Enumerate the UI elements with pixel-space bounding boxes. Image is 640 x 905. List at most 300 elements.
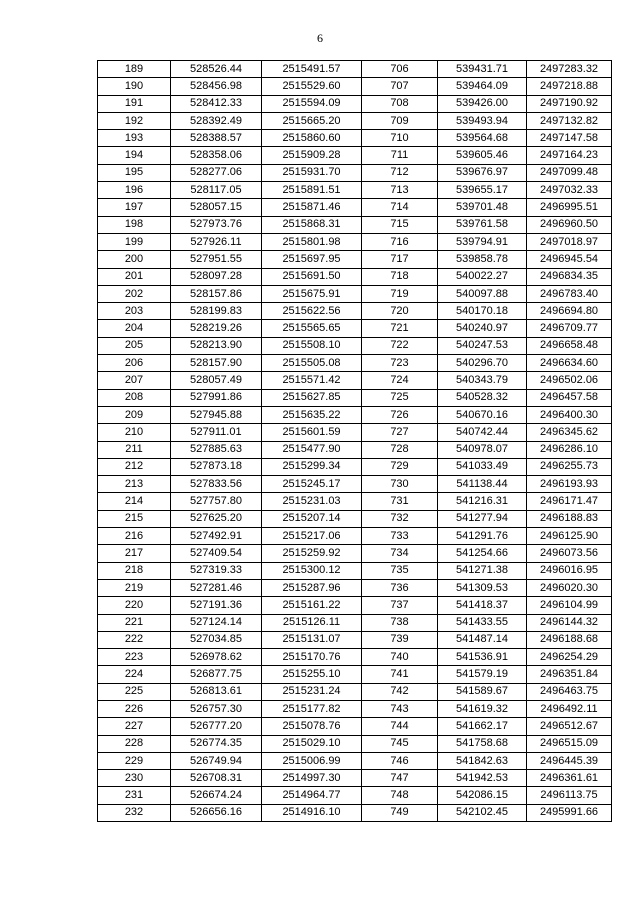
point-number-right: 728 bbox=[362, 441, 438, 458]
point-number-left: 225 bbox=[98, 683, 171, 700]
point-number-left: 207 bbox=[98, 372, 171, 389]
x-coordinate-right: 540296.70 bbox=[438, 355, 527, 372]
y-coordinate-left: 2515505.08 bbox=[262, 355, 362, 372]
x-coordinate-right: 539676.97 bbox=[438, 164, 527, 181]
y-coordinate-left: 2515207.14 bbox=[262, 510, 362, 527]
y-coordinate-left: 2514997.30 bbox=[262, 770, 362, 787]
table-row bbox=[98, 683, 612, 700]
point-number-left: 231 bbox=[98, 787, 171, 804]
x-coordinate-right: 539761.58 bbox=[438, 216, 527, 233]
x-coordinate-left: 528412.33 bbox=[171, 95, 262, 112]
x-coordinate-right: 539858.78 bbox=[438, 251, 527, 268]
y-coordinate-right: 2496502.06 bbox=[527, 372, 612, 389]
point-number-right: 730 bbox=[362, 476, 438, 493]
point-number-right: 739 bbox=[362, 631, 438, 648]
y-coordinate-left: 2515594.09 bbox=[262, 95, 362, 112]
y-coordinate-left: 2515029.10 bbox=[262, 735, 362, 752]
point-number-left: 229 bbox=[98, 752, 171, 769]
x-coordinate-left: 528157.86 bbox=[171, 285, 262, 302]
y-coordinate-left: 2515601.59 bbox=[262, 424, 362, 441]
point-number-right: 731 bbox=[362, 493, 438, 510]
y-coordinate-right: 2496351.84 bbox=[527, 666, 612, 683]
x-coordinate-left: 527926.11 bbox=[171, 233, 262, 250]
y-coordinate-left: 2515006.99 bbox=[262, 752, 362, 769]
point-number-right: 743 bbox=[362, 700, 438, 717]
x-coordinate-left: 528388.57 bbox=[171, 130, 262, 147]
point-number-left: 191 bbox=[98, 95, 171, 112]
point-number-left: 212 bbox=[98, 458, 171, 475]
point-number-right: 706 bbox=[362, 61, 438, 78]
x-coordinate-left: 527911.01 bbox=[171, 424, 262, 441]
x-coordinate-right: 541309.53 bbox=[438, 579, 527, 596]
x-coordinate-right: 541579.19 bbox=[438, 666, 527, 683]
table-row bbox=[98, 597, 612, 614]
y-coordinate-left: 2515170.76 bbox=[262, 649, 362, 666]
x-coordinate-right: 539605.46 bbox=[438, 147, 527, 164]
x-coordinate-right: 541619.32 bbox=[438, 700, 527, 717]
x-coordinate-right: 541216.31 bbox=[438, 493, 527, 510]
y-coordinate-right: 2496445.39 bbox=[527, 752, 612, 769]
y-coordinate-left: 2515571.42 bbox=[262, 372, 362, 389]
table-row bbox=[98, 614, 612, 631]
point-number-left: 228 bbox=[98, 735, 171, 752]
y-coordinate-right: 2496709.77 bbox=[527, 320, 612, 337]
x-coordinate-right: 541033.49 bbox=[438, 458, 527, 475]
x-coordinate-left: 527973.76 bbox=[171, 216, 262, 233]
y-coordinate-right: 2496193.93 bbox=[527, 476, 612, 493]
y-coordinate-right: 2496016.95 bbox=[527, 562, 612, 579]
point-number-left: 222 bbox=[98, 631, 171, 648]
y-coordinate-left: 2515131.07 bbox=[262, 631, 362, 648]
table-row bbox=[98, 389, 612, 406]
point-number-right: 721 bbox=[362, 320, 438, 337]
point-number-left: 190 bbox=[98, 78, 171, 95]
y-coordinate-right: 2496255.73 bbox=[527, 458, 612, 475]
point-number-left: 203 bbox=[98, 303, 171, 320]
point-number-left: 211 bbox=[98, 441, 171, 458]
y-coordinate-right: 2496658.48 bbox=[527, 337, 612, 354]
y-coordinate-right: 2496171.47 bbox=[527, 493, 612, 510]
x-coordinate-left: 526813.61 bbox=[171, 683, 262, 700]
point-number-right: 741 bbox=[362, 666, 438, 683]
x-coordinate-left: 527625.20 bbox=[171, 510, 262, 527]
point-number-right: 727 bbox=[362, 424, 438, 441]
x-coordinate-left: 527492.91 bbox=[171, 528, 262, 545]
point-number-left: 227 bbox=[98, 718, 171, 735]
y-coordinate-right: 2496492.11 bbox=[527, 700, 612, 717]
y-coordinate-right: 2497099.48 bbox=[527, 164, 612, 181]
point-number-right: 720 bbox=[362, 303, 438, 320]
point-number-right: 747 bbox=[362, 770, 438, 787]
point-number-left: 205 bbox=[98, 337, 171, 354]
y-coordinate-right: 2497190.92 bbox=[527, 95, 612, 112]
x-coordinate-left: 526777.20 bbox=[171, 718, 262, 735]
y-coordinate-right: 2496512.67 bbox=[527, 718, 612, 735]
table-row bbox=[98, 666, 612, 683]
y-coordinate-right: 2496457.58 bbox=[527, 389, 612, 406]
point-number-right: 714 bbox=[362, 199, 438, 216]
x-coordinate-left: 528057.49 bbox=[171, 372, 262, 389]
point-number-left: 218 bbox=[98, 562, 171, 579]
x-coordinate-left: 528199.83 bbox=[171, 303, 262, 320]
table-row bbox=[98, 164, 612, 181]
point-number-right: 718 bbox=[362, 268, 438, 285]
x-coordinate-right: 540240.97 bbox=[438, 320, 527, 337]
point-number-right: 711 bbox=[362, 147, 438, 164]
y-coordinate-left: 2515217.06 bbox=[262, 528, 362, 545]
point-number-left: 193 bbox=[98, 130, 171, 147]
x-coordinate-left: 528213.90 bbox=[171, 337, 262, 354]
x-coordinate-left: 526978.62 bbox=[171, 649, 262, 666]
y-coordinate-left: 2515287.96 bbox=[262, 579, 362, 596]
x-coordinate-left: 528456.98 bbox=[171, 78, 262, 95]
x-coordinate-right: 540247.53 bbox=[438, 337, 527, 354]
point-number-right: 746 bbox=[362, 752, 438, 769]
y-coordinate-right: 2496188.68 bbox=[527, 631, 612, 648]
table-row bbox=[98, 476, 612, 493]
point-number-right: 749 bbox=[362, 804, 438, 821]
table-row bbox=[98, 718, 612, 735]
coordinate-table bbox=[97, 60, 612, 822]
table-row bbox=[98, 424, 612, 441]
x-coordinate-right: 539655.17 bbox=[438, 182, 527, 199]
point-number-left: 199 bbox=[98, 233, 171, 250]
table-row bbox=[98, 545, 612, 562]
y-coordinate-left: 2515860.60 bbox=[262, 130, 362, 147]
x-coordinate-left: 528526.44 bbox=[171, 61, 262, 78]
y-coordinate-left: 2515491.57 bbox=[262, 61, 362, 78]
point-number-left: 217 bbox=[98, 545, 171, 562]
point-number-right: 737 bbox=[362, 597, 438, 614]
x-coordinate-left: 527951.55 bbox=[171, 251, 262, 268]
y-coordinate-right: 2497132.82 bbox=[527, 112, 612, 129]
x-coordinate-right: 540022.27 bbox=[438, 268, 527, 285]
x-coordinate-left: 526877.75 bbox=[171, 666, 262, 683]
table-row bbox=[98, 95, 612, 112]
x-coordinate-left: 527281.46 bbox=[171, 579, 262, 596]
point-number-right: 715 bbox=[362, 216, 438, 233]
y-coordinate-left: 2515231.24 bbox=[262, 683, 362, 700]
point-number-left: 220 bbox=[98, 597, 171, 614]
point-number-right: 725 bbox=[362, 389, 438, 406]
point-number-right: 723 bbox=[362, 355, 438, 372]
y-coordinate-left: 2515675.91 bbox=[262, 285, 362, 302]
x-coordinate-right: 539464.09 bbox=[438, 78, 527, 95]
y-coordinate-left: 2515477.90 bbox=[262, 441, 362, 458]
y-coordinate-left: 2515508.10 bbox=[262, 337, 362, 354]
point-number-left: 202 bbox=[98, 285, 171, 302]
table-row bbox=[98, 78, 612, 95]
table-row bbox=[98, 562, 612, 579]
y-coordinate-left: 2515868.31 bbox=[262, 216, 362, 233]
y-coordinate-left: 2515299.34 bbox=[262, 458, 362, 475]
y-coordinate-right: 2496995.51 bbox=[527, 199, 612, 216]
point-number-right: 735 bbox=[362, 562, 438, 579]
point-number-left: 226 bbox=[98, 700, 171, 717]
table-row bbox=[98, 372, 612, 389]
x-coordinate-right: 539564.68 bbox=[438, 130, 527, 147]
table-row bbox=[98, 649, 612, 666]
point-number-left: 223 bbox=[98, 649, 171, 666]
point-number-right: 713 bbox=[362, 182, 438, 199]
table-row bbox=[98, 735, 612, 752]
y-coordinate-left: 2515529.60 bbox=[262, 78, 362, 95]
y-coordinate-left: 2515891.51 bbox=[262, 182, 362, 199]
x-coordinate-right: 541418.37 bbox=[438, 597, 527, 614]
point-number-left: 200 bbox=[98, 251, 171, 268]
x-coordinate-left: 528219.26 bbox=[171, 320, 262, 337]
point-number-right: 712 bbox=[362, 164, 438, 181]
x-coordinate-left: 526749.94 bbox=[171, 752, 262, 769]
x-coordinate-right: 540670.16 bbox=[438, 406, 527, 423]
point-number-left: 194 bbox=[98, 147, 171, 164]
y-coordinate-right: 2496945.54 bbox=[527, 251, 612, 268]
point-number-left: 224 bbox=[98, 666, 171, 683]
point-number-left: 204 bbox=[98, 320, 171, 337]
point-number-right: 733 bbox=[362, 528, 438, 545]
table-row bbox=[98, 233, 612, 250]
y-coordinate-right: 2496634.60 bbox=[527, 355, 612, 372]
table-row bbox=[98, 510, 612, 527]
y-coordinate-left: 2515871.46 bbox=[262, 199, 362, 216]
point-number-right: 709 bbox=[362, 112, 438, 129]
y-coordinate-left: 2515635.22 bbox=[262, 406, 362, 423]
x-coordinate-right: 540528.32 bbox=[438, 389, 527, 406]
point-number-right: 740 bbox=[362, 649, 438, 666]
table-row bbox=[98, 285, 612, 302]
table-row bbox=[98, 406, 612, 423]
y-coordinate-right: 2497032.33 bbox=[527, 182, 612, 199]
point-number-right: 726 bbox=[362, 406, 438, 423]
x-coordinate-left: 527409.54 bbox=[171, 545, 262, 562]
table-row bbox=[98, 355, 612, 372]
x-coordinate-right: 540742.44 bbox=[438, 424, 527, 441]
x-coordinate-right: 541291.76 bbox=[438, 528, 527, 545]
point-number-left: 189 bbox=[98, 61, 171, 78]
point-number-right: 745 bbox=[362, 735, 438, 752]
y-coordinate-right: 2496144.32 bbox=[527, 614, 612, 631]
y-coordinate-right: 2497164.23 bbox=[527, 147, 612, 164]
x-coordinate-right: 540343.79 bbox=[438, 372, 527, 389]
x-coordinate-right: 541758.68 bbox=[438, 735, 527, 752]
y-coordinate-left: 2515627.85 bbox=[262, 389, 362, 406]
y-coordinate-right: 2496361.61 bbox=[527, 770, 612, 787]
x-coordinate-right: 541942.53 bbox=[438, 770, 527, 787]
table-row bbox=[98, 493, 612, 510]
table-row bbox=[98, 528, 612, 545]
y-coordinate-right: 2496345.62 bbox=[527, 424, 612, 441]
point-number-left: 216 bbox=[98, 528, 171, 545]
point-number-left: 208 bbox=[98, 389, 171, 406]
x-coordinate-left: 527191.36 bbox=[171, 597, 262, 614]
table-row bbox=[98, 303, 612, 320]
table-row bbox=[98, 112, 612, 129]
x-coordinate-left: 526774.35 bbox=[171, 735, 262, 752]
point-number-left: 201 bbox=[98, 268, 171, 285]
x-coordinate-left: 527833.56 bbox=[171, 476, 262, 493]
y-coordinate-right: 2496125.90 bbox=[527, 528, 612, 545]
y-coordinate-left: 2515697.95 bbox=[262, 251, 362, 268]
point-number-left: 198 bbox=[98, 216, 171, 233]
y-coordinate-right: 2495991.66 bbox=[527, 804, 612, 821]
y-coordinate-left: 2515909.28 bbox=[262, 147, 362, 164]
table-row bbox=[98, 130, 612, 147]
x-coordinate-left: 526757.30 bbox=[171, 700, 262, 717]
x-coordinate-left: 528358.06 bbox=[171, 147, 262, 164]
x-coordinate-left: 526656.16 bbox=[171, 804, 262, 821]
y-coordinate-left: 2515259.92 bbox=[262, 545, 362, 562]
point-number-left: 210 bbox=[98, 424, 171, 441]
table-row bbox=[98, 441, 612, 458]
y-coordinate-right: 2497283.32 bbox=[527, 61, 612, 78]
table-row bbox=[98, 700, 612, 717]
point-number-left: 219 bbox=[98, 579, 171, 596]
point-number-left: 221 bbox=[98, 614, 171, 631]
x-coordinate-right: 539493.94 bbox=[438, 112, 527, 129]
y-coordinate-right: 2497147.58 bbox=[527, 130, 612, 147]
point-number-right: 732 bbox=[362, 510, 438, 527]
x-coordinate-right: 541433.55 bbox=[438, 614, 527, 631]
x-coordinate-left: 527757.80 bbox=[171, 493, 262, 510]
table-row bbox=[98, 579, 612, 596]
point-number-left: 197 bbox=[98, 199, 171, 216]
table-row bbox=[98, 787, 612, 804]
y-coordinate-left: 2515126.11 bbox=[262, 614, 362, 631]
point-number-right: 736 bbox=[362, 579, 438, 596]
y-coordinate-right: 2496020.30 bbox=[527, 579, 612, 596]
x-coordinate-left: 528157.90 bbox=[171, 355, 262, 372]
x-coordinate-right: 540097.88 bbox=[438, 285, 527, 302]
y-coordinate-right: 2496694.80 bbox=[527, 303, 612, 320]
table-row bbox=[98, 268, 612, 285]
y-coordinate-left: 2515565.65 bbox=[262, 320, 362, 337]
x-coordinate-left: 527873.18 bbox=[171, 458, 262, 475]
point-number-left: 214 bbox=[98, 493, 171, 510]
table-row bbox=[98, 458, 612, 475]
y-coordinate-right: 2496113.75 bbox=[527, 787, 612, 804]
y-coordinate-left: 2514916.10 bbox=[262, 804, 362, 821]
table-row bbox=[98, 770, 612, 787]
y-coordinate-left: 2515665.20 bbox=[262, 112, 362, 129]
x-coordinate-right: 541842.63 bbox=[438, 752, 527, 769]
y-coordinate-left: 2515622.56 bbox=[262, 303, 362, 320]
y-coordinate-left: 2515231.03 bbox=[262, 493, 362, 510]
y-coordinate-right: 2496783.40 bbox=[527, 285, 612, 302]
y-coordinate-left: 2514964.77 bbox=[262, 787, 362, 804]
x-coordinate-right: 541487.14 bbox=[438, 631, 527, 648]
x-coordinate-right: 539426.00 bbox=[438, 95, 527, 112]
table-row bbox=[98, 631, 612, 648]
x-coordinate-right: 541271.38 bbox=[438, 562, 527, 579]
x-coordinate-left: 528277.06 bbox=[171, 164, 262, 181]
x-coordinate-right: 539794.91 bbox=[438, 233, 527, 250]
coordinate-table-body bbox=[98, 61, 612, 822]
x-coordinate-left: 528097.28 bbox=[171, 268, 262, 285]
point-number-left: 196 bbox=[98, 182, 171, 199]
y-coordinate-right: 2496960.50 bbox=[527, 216, 612, 233]
y-coordinate-left: 2515078.76 bbox=[262, 718, 362, 735]
x-coordinate-left: 527034.85 bbox=[171, 631, 262, 648]
table-row bbox=[98, 182, 612, 199]
y-coordinate-right: 2496286.10 bbox=[527, 441, 612, 458]
x-coordinate-right: 541254.66 bbox=[438, 545, 527, 562]
y-coordinate-left: 2515931.70 bbox=[262, 164, 362, 181]
y-coordinate-right: 2496073.56 bbox=[527, 545, 612, 562]
point-number-left: 206 bbox=[98, 355, 171, 372]
y-coordinate-right: 2496515.09 bbox=[527, 735, 612, 752]
y-coordinate-right: 2496400.30 bbox=[527, 406, 612, 423]
table-row bbox=[98, 251, 612, 268]
x-coordinate-left: 527124.14 bbox=[171, 614, 262, 631]
x-coordinate-right: 540170.18 bbox=[438, 303, 527, 320]
y-coordinate-left: 2515300.12 bbox=[262, 562, 362, 579]
x-coordinate-left: 527319.33 bbox=[171, 562, 262, 579]
point-number-left: 209 bbox=[98, 406, 171, 423]
x-coordinate-right: 541589.67 bbox=[438, 683, 527, 700]
table-row bbox=[98, 752, 612, 769]
x-coordinate-left: 526674.24 bbox=[171, 787, 262, 804]
y-coordinate-right: 2496188.83 bbox=[527, 510, 612, 527]
table-row bbox=[98, 61, 612, 78]
y-coordinate-right: 2497218.88 bbox=[527, 78, 612, 95]
point-number-left: 215 bbox=[98, 510, 171, 527]
y-coordinate-left: 2515245.17 bbox=[262, 476, 362, 493]
table-row bbox=[98, 320, 612, 337]
y-coordinate-left: 2515177.82 bbox=[262, 700, 362, 717]
point-number-left: 192 bbox=[98, 112, 171, 129]
x-coordinate-right: 540978.07 bbox=[438, 441, 527, 458]
point-number-right: 738 bbox=[362, 614, 438, 631]
y-coordinate-left: 2515255.10 bbox=[262, 666, 362, 683]
y-coordinate-left: 2515801.98 bbox=[262, 233, 362, 250]
y-coordinate-right: 2496834.35 bbox=[527, 268, 612, 285]
table-row bbox=[98, 804, 612, 821]
point-number-left: 213 bbox=[98, 476, 171, 493]
point-number-right: 717 bbox=[362, 251, 438, 268]
page-number: 6 bbox=[317, 31, 323, 45]
x-coordinate-right: 542102.45 bbox=[438, 804, 527, 821]
x-coordinate-right: 541662.17 bbox=[438, 718, 527, 735]
x-coordinate-right: 539431.71 bbox=[438, 61, 527, 78]
y-coordinate-left: 2515691.50 bbox=[262, 268, 362, 285]
point-number-left: 195 bbox=[98, 164, 171, 181]
x-coordinate-left: 528057.15 bbox=[171, 199, 262, 216]
x-coordinate-right: 541138.44 bbox=[438, 476, 527, 493]
y-coordinate-right: 2497018.97 bbox=[527, 233, 612, 250]
point-number-right: 729 bbox=[362, 458, 438, 475]
table-row bbox=[98, 337, 612, 354]
point-number-right: 744 bbox=[362, 718, 438, 735]
point-number-right: 707 bbox=[362, 78, 438, 95]
point-number-right: 724 bbox=[362, 372, 438, 389]
y-coordinate-left: 2515161.22 bbox=[262, 597, 362, 614]
point-number-right: 722 bbox=[362, 337, 438, 354]
x-coordinate-right: 541277.94 bbox=[438, 510, 527, 527]
x-coordinate-right: 542086.15 bbox=[438, 787, 527, 804]
table-row bbox=[98, 216, 612, 233]
x-coordinate-left: 527945.88 bbox=[171, 406, 262, 423]
x-coordinate-left: 526708.31 bbox=[171, 770, 262, 787]
point-number-right: 748 bbox=[362, 787, 438, 804]
table-row bbox=[98, 199, 612, 216]
x-coordinate-left: 528117.05 bbox=[171, 182, 262, 199]
point-number-right: 742 bbox=[362, 683, 438, 700]
x-coordinate-left: 527885.63 bbox=[171, 441, 262, 458]
point-number-right: 716 bbox=[362, 233, 438, 250]
point-number-right: 710 bbox=[362, 130, 438, 147]
table-row bbox=[98, 147, 612, 164]
point-number-left: 230 bbox=[98, 770, 171, 787]
